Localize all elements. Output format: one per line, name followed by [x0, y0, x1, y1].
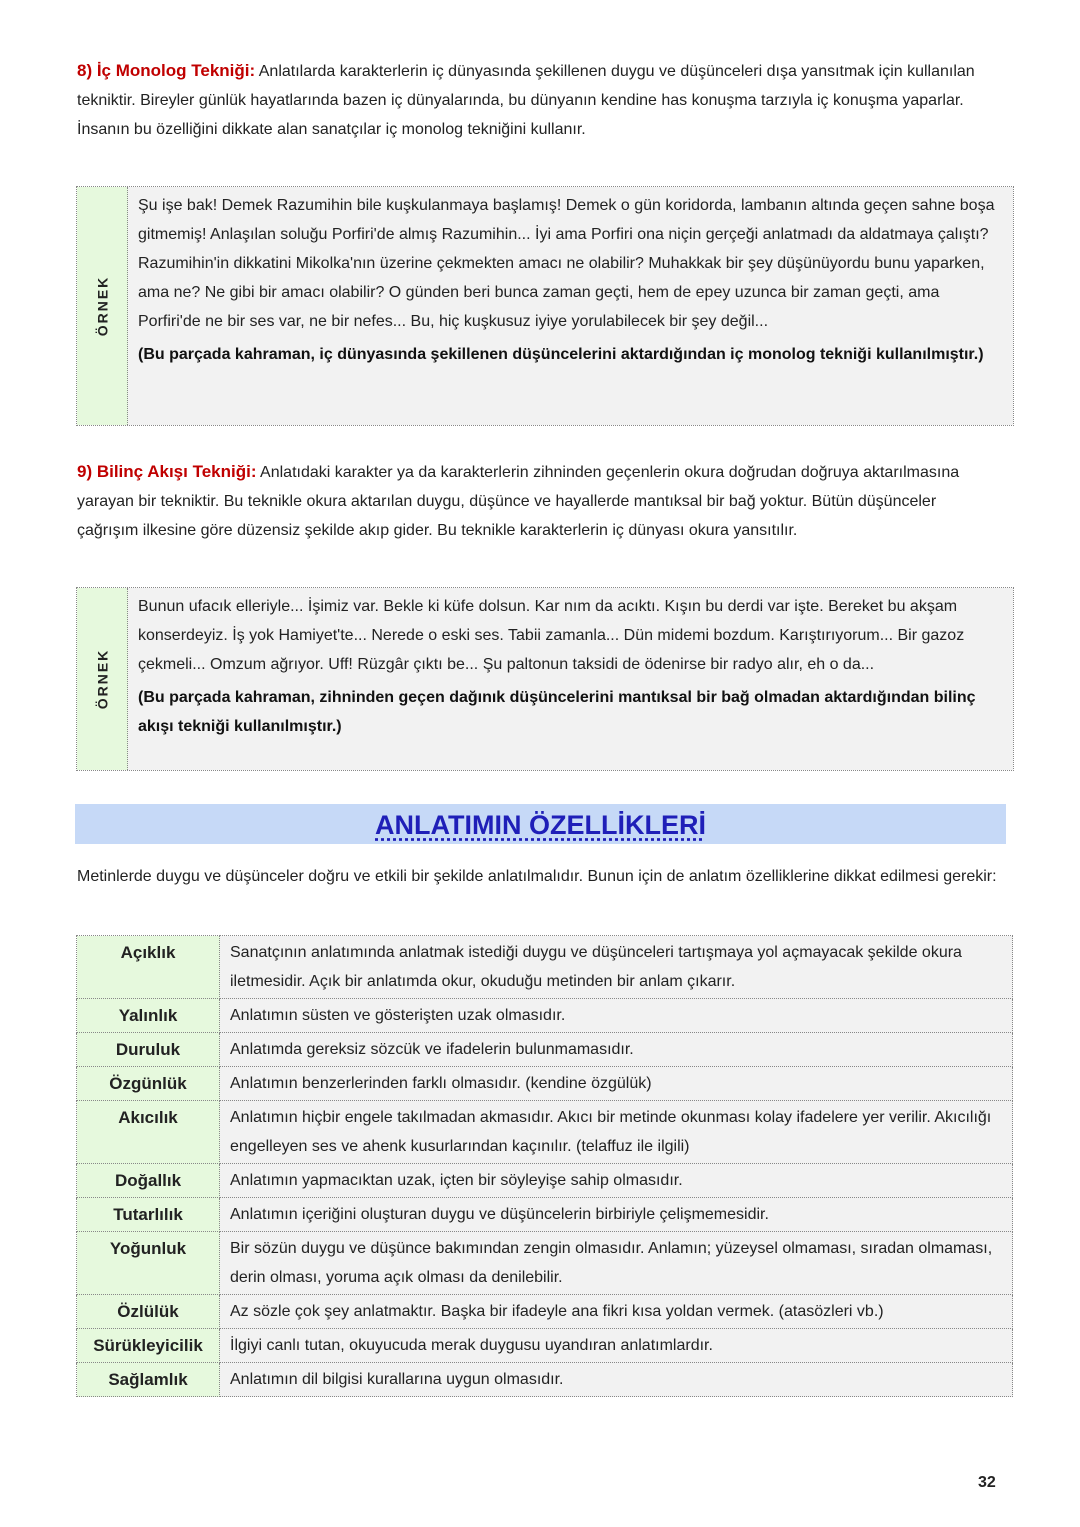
- feature-term: Özlülük: [77, 1295, 220, 1329]
- table-row: [77, 1232, 1013, 1295]
- table-row: [77, 936, 1013, 999]
- feature-term: Duruluk: [77, 1033, 220, 1067]
- table-row: [77, 999, 1013, 1033]
- table-row: [77, 1198, 1013, 1232]
- feature-term: Tutarlılık: [77, 1198, 220, 1232]
- table-row: [77, 1067, 1013, 1101]
- feature-description: Anlatımın yapmacıktan uzak, içten bir söyleyişe sahip olmasıdır.: [220, 1164, 1013, 1198]
- feature-description: Anlatımın hiçbir engele takılmadan akmasıdır. Akıcı bir metinde okunması kolay ifadelere yer verilir. Akıcılığı engelleyen ses ve ahenk kusurlarından kaçınılır. (telaffuz ile ilgili): [220, 1101, 1013, 1164]
- feature-description: Anlatımda gereksiz sözcük ve ifadelerin bulunmamasıdır.: [220, 1033, 1013, 1067]
- feature-description: İlgiyi canlı tutan, okuyucuda merak duygusu uyandıran anlatımlardır.: [220, 1329, 1013, 1363]
- feature-description: Sanatçının anlatımında anlatmak istediği duygu ve düşünceleri tartışmaya yol açmayacak şekilde okura iletmesidir. Açık bir anlatımda okur, okuduğu metinden bir anlam çıkarır.: [220, 936, 1013, 999]
- page-number: 32: [978, 1474, 996, 1491]
- table-row: [77, 1101, 1013, 1164]
- section-8-example-box: [76, 186, 1014, 426]
- example-note: (Bu parçada kahraman, iç dünyasında şekillenen düşüncelerini aktardığından iç monolog tekniği kullanılmıştır.): [138, 346, 984, 363]
- section-8-paragraph: [77, 56, 997, 144]
- feature-term: Özgünlük: [77, 1067, 220, 1101]
- section-9-text: Anlatıdaki karakter ya da karakterlerin zihninden geçenlerin okura doğrudan doğruya aktarılmasına yarayan bir tekniktir. Bu teknikle okura aktarılan duygu, düşünce ve hayallerde mantıksal bir bağ yoktur. Bütün düşünceler çağrışım ilkesine göre düzensiz şekilde akıp gider. Bu teknikle karakterlerin iç dünyası okura yansıtılır.: [77, 464, 960, 539]
- section-title-band: [75, 804, 1006, 844]
- feature-description: Anlatımın süsten ve gösterişten uzak olmasıdır.: [220, 999, 1013, 1033]
- feature-term: Sağlamlık: [77, 1363, 220, 1397]
- feature-description: Bir sözün duygu ve düşünce bakımından zengin olmasıdır. Anlamın; yüzeysel olmaması, sıradan olmaması, derin olması, yoruma açık olması da denilebilir.: [220, 1232, 1013, 1295]
- feature-term: Doğallık: [77, 1164, 220, 1198]
- feature-term: Yalınlık: [77, 999, 220, 1033]
- section-9-heading: 9) Bilinç Akışı Tekniği:: [77, 462, 257, 481]
- feature-term: Yoğunluk: [77, 1232, 220, 1295]
- features-intro: Metinlerde duygu ve düşünceler doğru ve etkili bir şekilde anlatılmalıdır. Bunun için de anlatım özelliklerine dikkat edilmesi gerekir:: [77, 868, 997, 885]
- table-row: [77, 1363, 1013, 1397]
- table-row: [77, 1033, 1013, 1067]
- example-label: ÖRNEK: [94, 275, 110, 337]
- feature-description: Anlatımın benzerlerinden farklı olmasıdır. (kendine özgülük): [220, 1067, 1013, 1101]
- section-9-example-box: [76, 587, 1014, 771]
- feature-description: Az sözle çok şey anlatmaktır. Başka bir ifadeyle ana fikri kısa yoldan vermek. (atasözleri vb.): [220, 1295, 1013, 1329]
- feature-description: Anlatımın dil bilgisi kurallarına uygun olmasıdır.: [220, 1363, 1013, 1397]
- example-label: ÖRNEK: [94, 648, 110, 710]
- table-row: [77, 1329, 1013, 1363]
- section-title: ANLATIMIN ÖZELLİKLERİ: [375, 810, 706, 840]
- example-label-cell: [77, 588, 128, 770]
- example-note: (Bu parçada kahraman, zihninden geçen dağınık düşüncelerini mantıksal bir bağ olmadan aktardığından bilinç akışı tekniği kullanılmıştır.): [138, 689, 976, 735]
- feature-description: Anlatımın içeriğini oluşturan duygu ve düşüncelerin birbiriyle çelişmemesidir.: [220, 1198, 1013, 1232]
- feature-term: Sürükleyicilik: [77, 1329, 220, 1363]
- example-text: Bunun ufacık elleriyle... İşimiz var. Bekle ki küfe dolsun. Kar nım da acıktı. Kışın bu derdi var işte. Bereket bu akşam konserdeyiz. İş yok Hamiyet'te... Nerede o eski ses. Tabii zamanla... Dün midemi bozdum. Karıştırıyorum... Bir gazoz çekmeli... Omzum ağrıyor. Uff! Rüzgâr çıktı be... Şu paltonun taksidi de ödenirse bir radyo alır, eh o da...: [138, 598, 965, 673]
- section-8-text: Anlatılarda karakterlerin iç dünyasında şekillenen duygu ve düşünceleri dışa yansıtmak için kullanılan tekniktir. Bireyler günlük hayatlarında bazen iç dünyalarında, bu dünyanın kendine has konuşma tarzıyla iç konuşma yaparlar. İnsanın bu özelliğini dikkate alan sanatçılar iç monolog tekniğini kullanır.: [77, 63, 975, 138]
- table-row: [77, 1295, 1013, 1329]
- section-8-heading: 8) İç Monolog Tekniği:: [77, 61, 256, 80]
- feature-term: Akıcılık: [77, 1101, 220, 1164]
- example-label-cell: [77, 187, 128, 425]
- features-table: [76, 935, 1013, 1397]
- section-9-paragraph: [77, 457, 997, 545]
- table-row: [77, 1164, 1013, 1198]
- feature-term: Açıklık: [77, 936, 220, 999]
- example-text: Şu işe bak! Demek Razumihin bile kuşkulanmaya başlamış! Demek o gün koridorda, lambanın altında geçen sahne boşa gitmemiş! Anlaşılan soluğu Porfiri'de almış Razumihin... İyi ama Porfiri ona niçin gerçeği anlatmadı da aldatmaya çalıştı? Razumihin'in dikkatini Mikolka'nın üzerine çekmekten amacı ne olabilir? Muhakkak bir şey düşünüyordu bunu yaparken, ama ne? Ne gibi bir amacı olabilir? O günden beri bunca zaman geçti, hem de epey uzunca bir zaman geçti, ama Porfiri'de ne bir ses var, ne bir nefes... Bu, hiç kuşkusuz iyiye yorulabilecek bir şey değil...: [138, 197, 995, 330]
